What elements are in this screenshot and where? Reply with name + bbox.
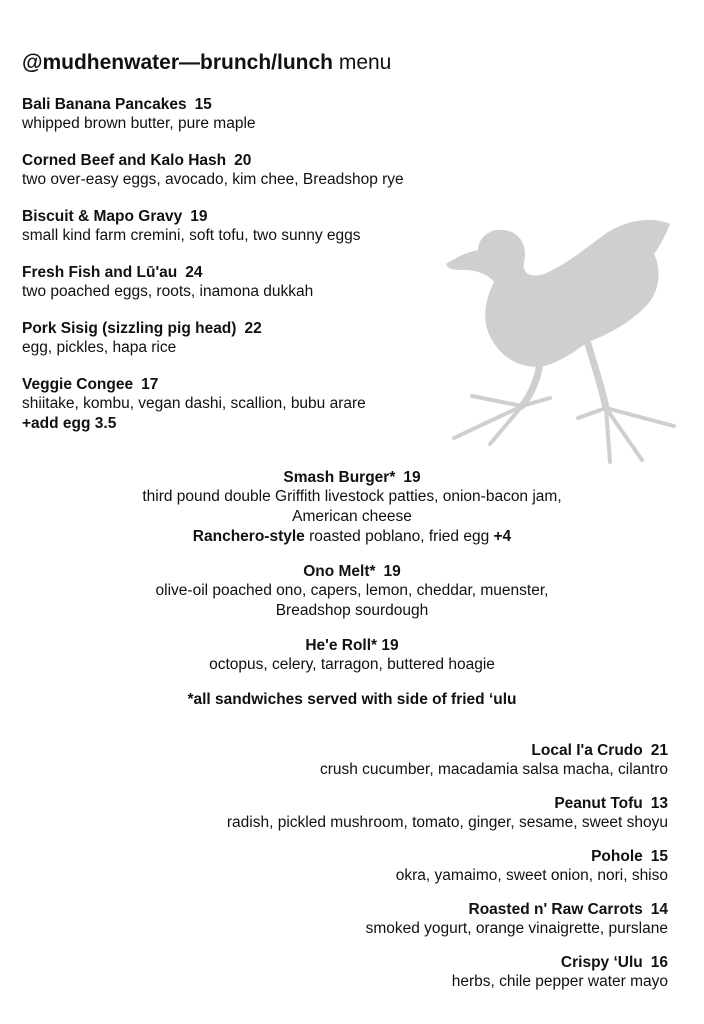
menu-item-pohole bbox=[28, 847, 668, 886]
item-description: crush cucumber, macadamia salsa macha, cilantro bbox=[319, 761, 668, 778]
sandwich-side-note: *all sandwiches served with side of fried ‘ulu bbox=[187, 691, 517, 708]
item-name: Veggie Congee bbox=[22, 376, 134, 393]
menu-title bbox=[22, 50, 391, 76]
item-price: 21 bbox=[650, 742, 668, 759]
menu-item-pancakes bbox=[22, 95, 492, 134]
item-description: two poached eggs, roots, inamona dukkah bbox=[22, 283, 314, 300]
item-description: olive-oil poached ono, capers, lemon, cheddar, muenster, bbox=[155, 582, 549, 599]
item-description: egg, pickles, hapa rice bbox=[22, 339, 177, 356]
item-price: 19 bbox=[383, 563, 401, 580]
item-price: 15 bbox=[194, 96, 212, 113]
item-price: 19 bbox=[190, 208, 208, 225]
item-name: Peanut Tofu bbox=[554, 795, 643, 812]
menu-item-smash-burger bbox=[0, 468, 704, 547]
menu-item-peanut-tofu bbox=[28, 794, 668, 833]
item-price: 14 bbox=[650, 901, 668, 918]
item-price: 22 bbox=[244, 320, 262, 337]
brunch-items-list bbox=[22, 95, 492, 451]
item-description: whipped brown butter, pure maple bbox=[22, 115, 256, 132]
item-price: 17 bbox=[141, 376, 159, 393]
menu-item-crispy-ulu bbox=[28, 953, 668, 992]
item-option bbox=[0, 527, 704, 547]
item-name: Corned Beef and Kalo Hash bbox=[22, 152, 227, 169]
item-name: Pork Sisig (sizzling pig head) bbox=[22, 320, 237, 337]
item-addon bbox=[22, 414, 492, 434]
item-description: herbs, chile pepper water mayo bbox=[451, 973, 668, 990]
item-price: 15 bbox=[650, 848, 668, 865]
item-description: okra, yamaimo, sweet onion, nori, shiso bbox=[395, 867, 668, 884]
item-description: small kind farm cremini, soft tofu, two sunny eggs bbox=[22, 227, 361, 244]
menu-item-corned-beef bbox=[22, 151, 492, 190]
addon-price: 3.5 bbox=[94, 415, 117, 432]
menu-item-biscuit bbox=[22, 207, 492, 246]
item-description: two over-easy eggs, avocado, kim chee, Breadshop rye bbox=[22, 171, 404, 188]
item-price: 16 bbox=[650, 954, 668, 971]
item-name: Biscuit & Mapo Gravy bbox=[22, 208, 183, 225]
item-description: shiitake, kombu, vegan dashi, scallion, bubu arare bbox=[22, 395, 366, 412]
addon-label: +add egg bbox=[22, 415, 91, 432]
item-name: Roasted n' Raw Carrots bbox=[468, 901, 643, 918]
menu-item-ono-melt bbox=[0, 562, 704, 621]
item-name: Fresh Fish and Lū'au bbox=[22, 264, 178, 281]
menu-item-veggie-congee bbox=[22, 375, 492, 434]
item-name: Ono Melt* bbox=[303, 563, 376, 580]
item-description: third pound double Griffith livestock patties, onion-bacon jam, bbox=[142, 488, 562, 505]
item-price: 19 bbox=[403, 469, 421, 486]
item-description-cont: American cheese bbox=[292, 508, 412, 525]
item-description-cont: Breadshop sourdough bbox=[275, 602, 429, 619]
item-price: 13 bbox=[650, 795, 668, 812]
item-description: octopus, celery, tarragon, buttered hoagie bbox=[209, 656, 495, 673]
menu-title-bold: @mudhenwater—brunch/lunch bbox=[22, 51, 333, 74]
item-name: Pohole bbox=[591, 848, 643, 865]
item-price: 20 bbox=[234, 152, 252, 169]
menu-item-ia-crudo bbox=[28, 741, 668, 780]
menu-title-rest: menu bbox=[333, 51, 392, 74]
item-description: smoked yogurt, orange vinaigrette, purslane bbox=[365, 920, 668, 937]
option-name: Ranchero-style bbox=[192, 528, 305, 545]
item-name: Bali Banana Pancakes bbox=[22, 96, 187, 113]
item-price: 24 bbox=[185, 264, 203, 281]
small-plates-list bbox=[28, 741, 668, 1006]
menu-item-fresh-fish bbox=[22, 263, 492, 302]
item-name: He'e Roll* bbox=[305, 637, 378, 654]
option-description: roasted poblano, fried egg bbox=[304, 528, 494, 545]
sandwiches-section bbox=[0, 468, 704, 710]
menu-item-pork-sisig bbox=[22, 319, 492, 358]
item-name: Local I'a Crudo bbox=[531, 742, 643, 759]
menu-item-carrots bbox=[28, 900, 668, 939]
option-price: +4 bbox=[493, 528, 512, 545]
item-name: Crispy ‘Ulu bbox=[560, 954, 643, 971]
menu-item-hee-roll bbox=[0, 636, 704, 675]
item-name: Smash Burger* bbox=[283, 469, 396, 486]
item-description: radish, pickled mushroom, tomato, ginger, sesame, sweet shoyu bbox=[226, 814, 668, 831]
item-price: 19 bbox=[381, 637, 399, 654]
